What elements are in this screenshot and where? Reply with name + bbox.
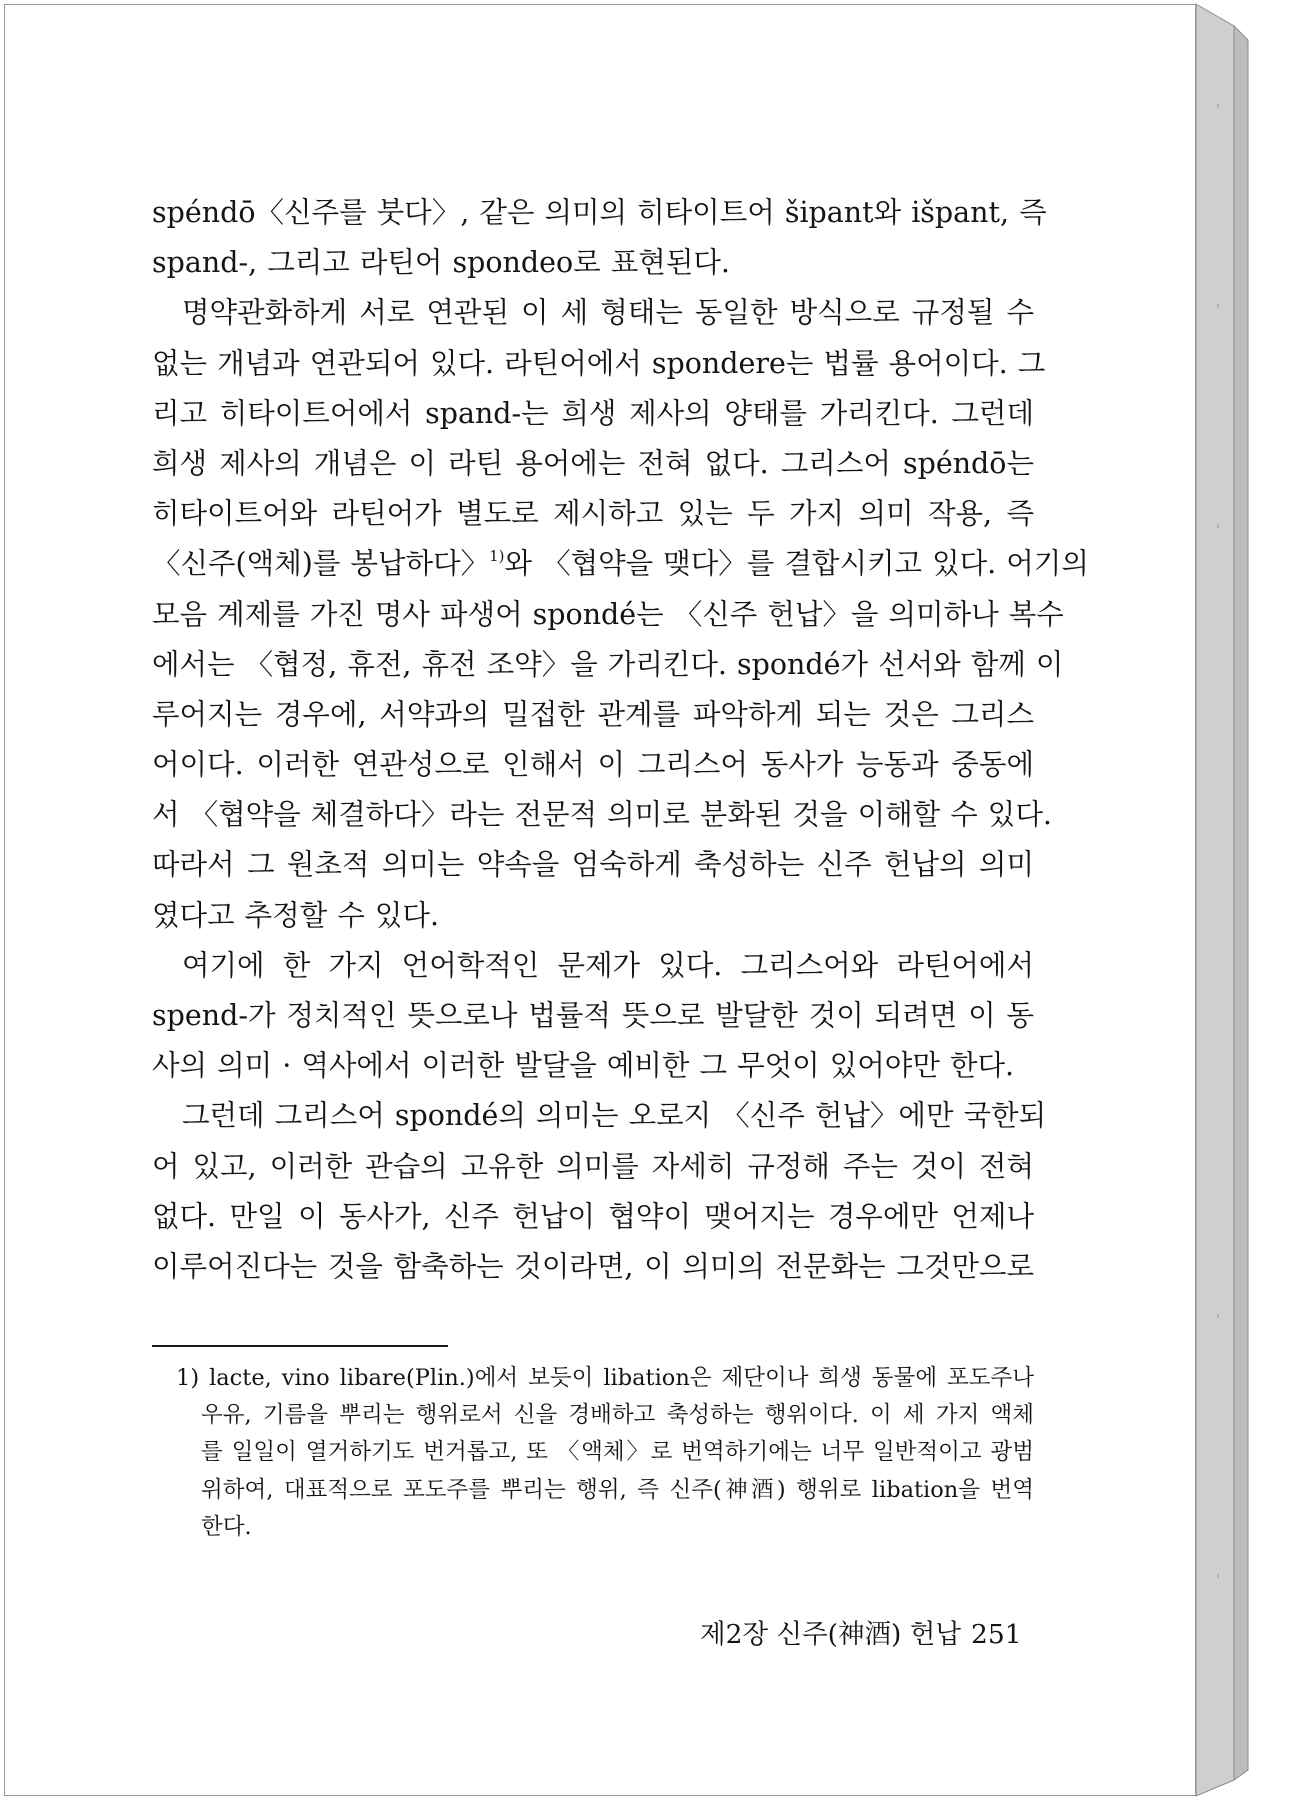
text-line: 히타이트어와 라틴어가 별도로 제시하고 있는 두 가지 의미 작용, 즉 xyxy=(152,497,1034,531)
text-line: spand-, 그리고 라틴어 spondeo로 표현된다. xyxy=(152,246,730,280)
text-line: spend-가 정치적인 뜻으로나 법률적 뜻으로 발달한 것이 되려면 이 동 xyxy=(152,999,1034,1032)
text-line: 모음 계제를 가진 명사 파생어 spondé는 〈신주 헌납〉을 의미하나 복수 xyxy=(152,597,1064,631)
chapter-title: 제2장 신주(神酒) 헌납 xyxy=(700,1619,961,1650)
footnote-line: 한다. xyxy=(201,1513,252,1540)
paragraph-4 xyxy=(152,1091,1047,1292)
paragraph-2 xyxy=(152,288,1089,940)
text-line: 어이다. 이러한 연관성으로 인해서 이 그리스어 동사가 능동과 중동에 xyxy=(152,748,1034,782)
text-line: spéndō〈신주를 붓다〉, 같은 의미의 히타이트어 šipant와 išpant, 즉 xyxy=(152,196,1047,229)
page-number: 251 xyxy=(970,1619,1022,1650)
text-line: 따라서 그 원초적 의미는 약속을 엄숙하게 축성하는 신주 헌납의 의미 xyxy=(152,848,1034,882)
text-line: 여기에 한 가지 언어학적인 문제가 있다. 그리스어와 라틴어에서 xyxy=(182,948,1034,982)
footnote-mark: 1) xyxy=(489,547,505,566)
text-line-with-footnote xyxy=(152,539,1089,589)
footnotes xyxy=(176,1360,1034,1546)
text-line: 그런데 그리스어 spondé의 의미는 오로지 〈신주 헌납〉에만 국한되 xyxy=(182,1099,1047,1133)
text-line: 사의 의미 · 역사에서 이러한 발달을 예비한 그 무엇이 있어야만 한다. xyxy=(152,1049,1015,1083)
text-segment: 〈신주(액체)를 봉납하다〉 xyxy=(152,547,490,581)
text-line: 리고 히타이트어에서 spand-는 희생 제사의 양태를 가리킨다. 그런데 xyxy=(152,396,1034,430)
footnote-line: 를 일일이 열거하기도 번거롭고, 또 〈액체〉로 번역하기에는 너무 일반적이고 광범 xyxy=(201,1439,1034,1466)
text-line: 어 있고, 이러한 관습의 고유한 의미를 자세히 규정해 주는 것이 전혀 xyxy=(152,1149,1034,1183)
text-line: 명약관화하게 서로 연관된 이 세 형태는 동일한 방식으로 규정될 수 xyxy=(182,296,1034,330)
text-line: 였다고 추정할 수 있다. xyxy=(152,898,440,932)
running-footer xyxy=(700,1612,1022,1651)
footnote-rule xyxy=(152,1345,448,1347)
text-line: 없는 개념과 연관되어 있다. 라틴어에서 spondere는 법률 용어이다. 그 xyxy=(152,346,1046,380)
footnote-line: 위하여, 대표적으로 포도주를 뿌리는 행위, 즉 신주(神酒) 행위로 libation을 번역 xyxy=(201,1476,1034,1503)
text-line: 이루어진다는 것을 함축하는 것이라면, 이 의미의 전문화는 그것만으로 xyxy=(152,1249,1034,1283)
footnote-line: 우유, 기름을 뿌리는 행위로서 신을 경배하고 축성하는 행위이다. 이 세 가지 액체 xyxy=(201,1402,1034,1429)
body-text xyxy=(152,188,1089,1292)
text-segment: 와 〈협약을 맺다〉를 결합시키고 있다. 어기의 xyxy=(504,547,1089,581)
text-line: 서 〈협약을 체결하다〉라는 전문적 의미로 분화된 것을 이해할 수 있다. xyxy=(152,798,1052,832)
text-line: 희생 제사의 개념은 이 라틴 용어에는 전혀 없다. 그리스어 spéndō는 xyxy=(152,446,1034,480)
footnote-line: 1) lacte, vino libare(Plin.)에서 보듯이 libation은 제단이나 희생 동물에 포도주나 xyxy=(176,1365,1034,1391)
paragraph-1 xyxy=(152,188,1047,288)
text-line: 없다. 만일 이 동사가, 신주 헌납이 협약이 맺어지는 경우에만 언제나 xyxy=(152,1199,1034,1233)
paragraph-3 xyxy=(152,941,1034,1092)
text-line: 에서는 〈협정, 휴전, 휴전 조약〉을 가리킨다. spondé가 선서와 함께 이 xyxy=(152,647,1064,681)
text-line: 루어지는 경우에, 서약과의 밀접한 관계를 파악하게 되는 것은 그리스 xyxy=(152,697,1034,731)
